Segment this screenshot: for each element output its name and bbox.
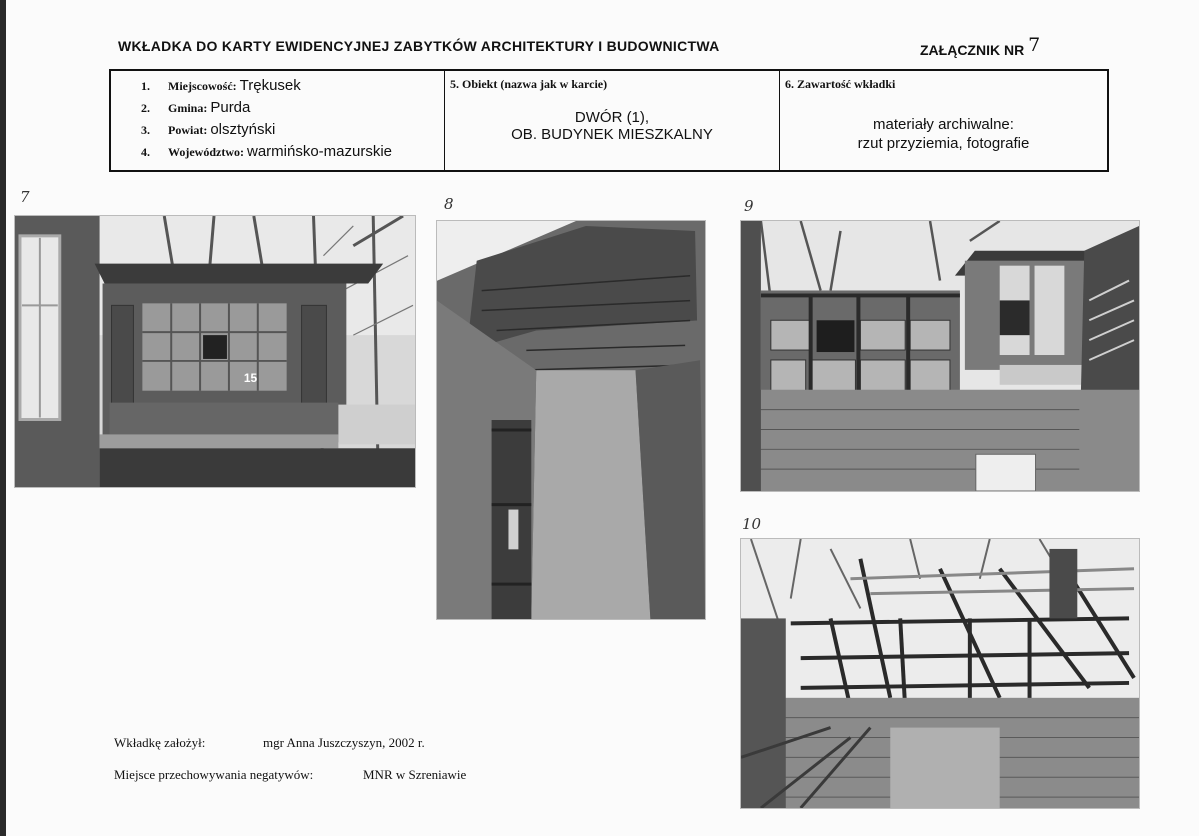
object-name-line1: DWÓR (1), — [574, 109, 650, 126]
photo-porch-image — [15, 216, 415, 487]
author-value: mgr Anna Juszczyszyn, 2002 r. — [263, 735, 425, 750]
porch-number-label: 15 — [243, 370, 258, 385]
object-name-line2: OB. BUDYNEK MIESZKALNY — [511, 126, 713, 143]
contents-heading: 6. Zawartość wkładki — [785, 77, 896, 91]
photo-number-8: 8 — [444, 195, 454, 213]
row-value: olsztyński — [210, 121, 276, 138]
contents-line2: rzut przyziemia, fotografie — [857, 135, 1030, 152]
photo-burnt-facade-image — [741, 221, 1139, 491]
photo-number-10: 10 — [742, 515, 762, 533]
annex-label-text: ZAŁĄCZNIK NR — [920, 42, 1025, 58]
row-value: Purda — [210, 99, 251, 116]
row-value: warmińsko-mazurskie — [246, 143, 393, 160]
row-label: Powiat: — [168, 123, 208, 137]
object-name — [445, 109, 779, 143]
row-number: 3. — [141, 123, 150, 137]
photo-wall-corner-image — [437, 221, 705, 619]
contents-description — [780, 115, 1107, 153]
row-label: Gmina: — [168, 101, 208, 115]
location-row — [141, 99, 444, 121]
photo-porch[interactable] — [14, 215, 416, 488]
author-row — [114, 735, 614, 753]
location-row — [141, 121, 444, 143]
row-label: Miejscowość: — [168, 79, 237, 93]
annex-label — [920, 34, 1041, 60]
location-list — [111, 71, 444, 165]
document-page — [6, 0, 1199, 836]
photo-burnt-roof[interactable] — [740, 538, 1140, 809]
photo-number-7: 7 — [20, 188, 30, 206]
document-title: WKŁADKA DO KARTY EWIDENCYJNEJ ZABYTKÓW ARCHITEKTURY I BUDOWNICTWA — [118, 38, 720, 54]
author-label: Wkładkę założył: — [114, 735, 206, 750]
photo-wall-corner[interactable] — [436, 220, 706, 620]
row-label: Województwo: — [168, 145, 244, 159]
storage-label: Miejsce przechowywania negatywów: — [114, 767, 314, 782]
object-cell — [445, 71, 780, 170]
photo-burnt-roof-image — [741, 539, 1139, 808]
object-heading: 5. Obiekt (nazwa jak w karcie) — [450, 77, 608, 91]
location-cell — [111, 71, 445, 170]
photo-burnt-facade[interactable] — [740, 220, 1140, 492]
location-row — [141, 77, 444, 99]
photo-number-9: 9 — [744, 197, 754, 215]
storage-value: MNR w Szreniawie — [363, 767, 467, 782]
contents-line1: materiały archiwalne: — [873, 116, 1014, 133]
row-number: 2. — [141, 101, 150, 115]
info-table — [109, 69, 1109, 172]
contents-cell — [780, 71, 1107, 170]
row-value: Trękusek — [239, 77, 301, 94]
row-number: 4. — [141, 145, 150, 159]
location-row — [141, 143, 444, 165]
row-number: 1. — [141, 79, 150, 93]
annex-number: 7 — [1028, 34, 1041, 56]
storage-row — [114, 767, 614, 785]
